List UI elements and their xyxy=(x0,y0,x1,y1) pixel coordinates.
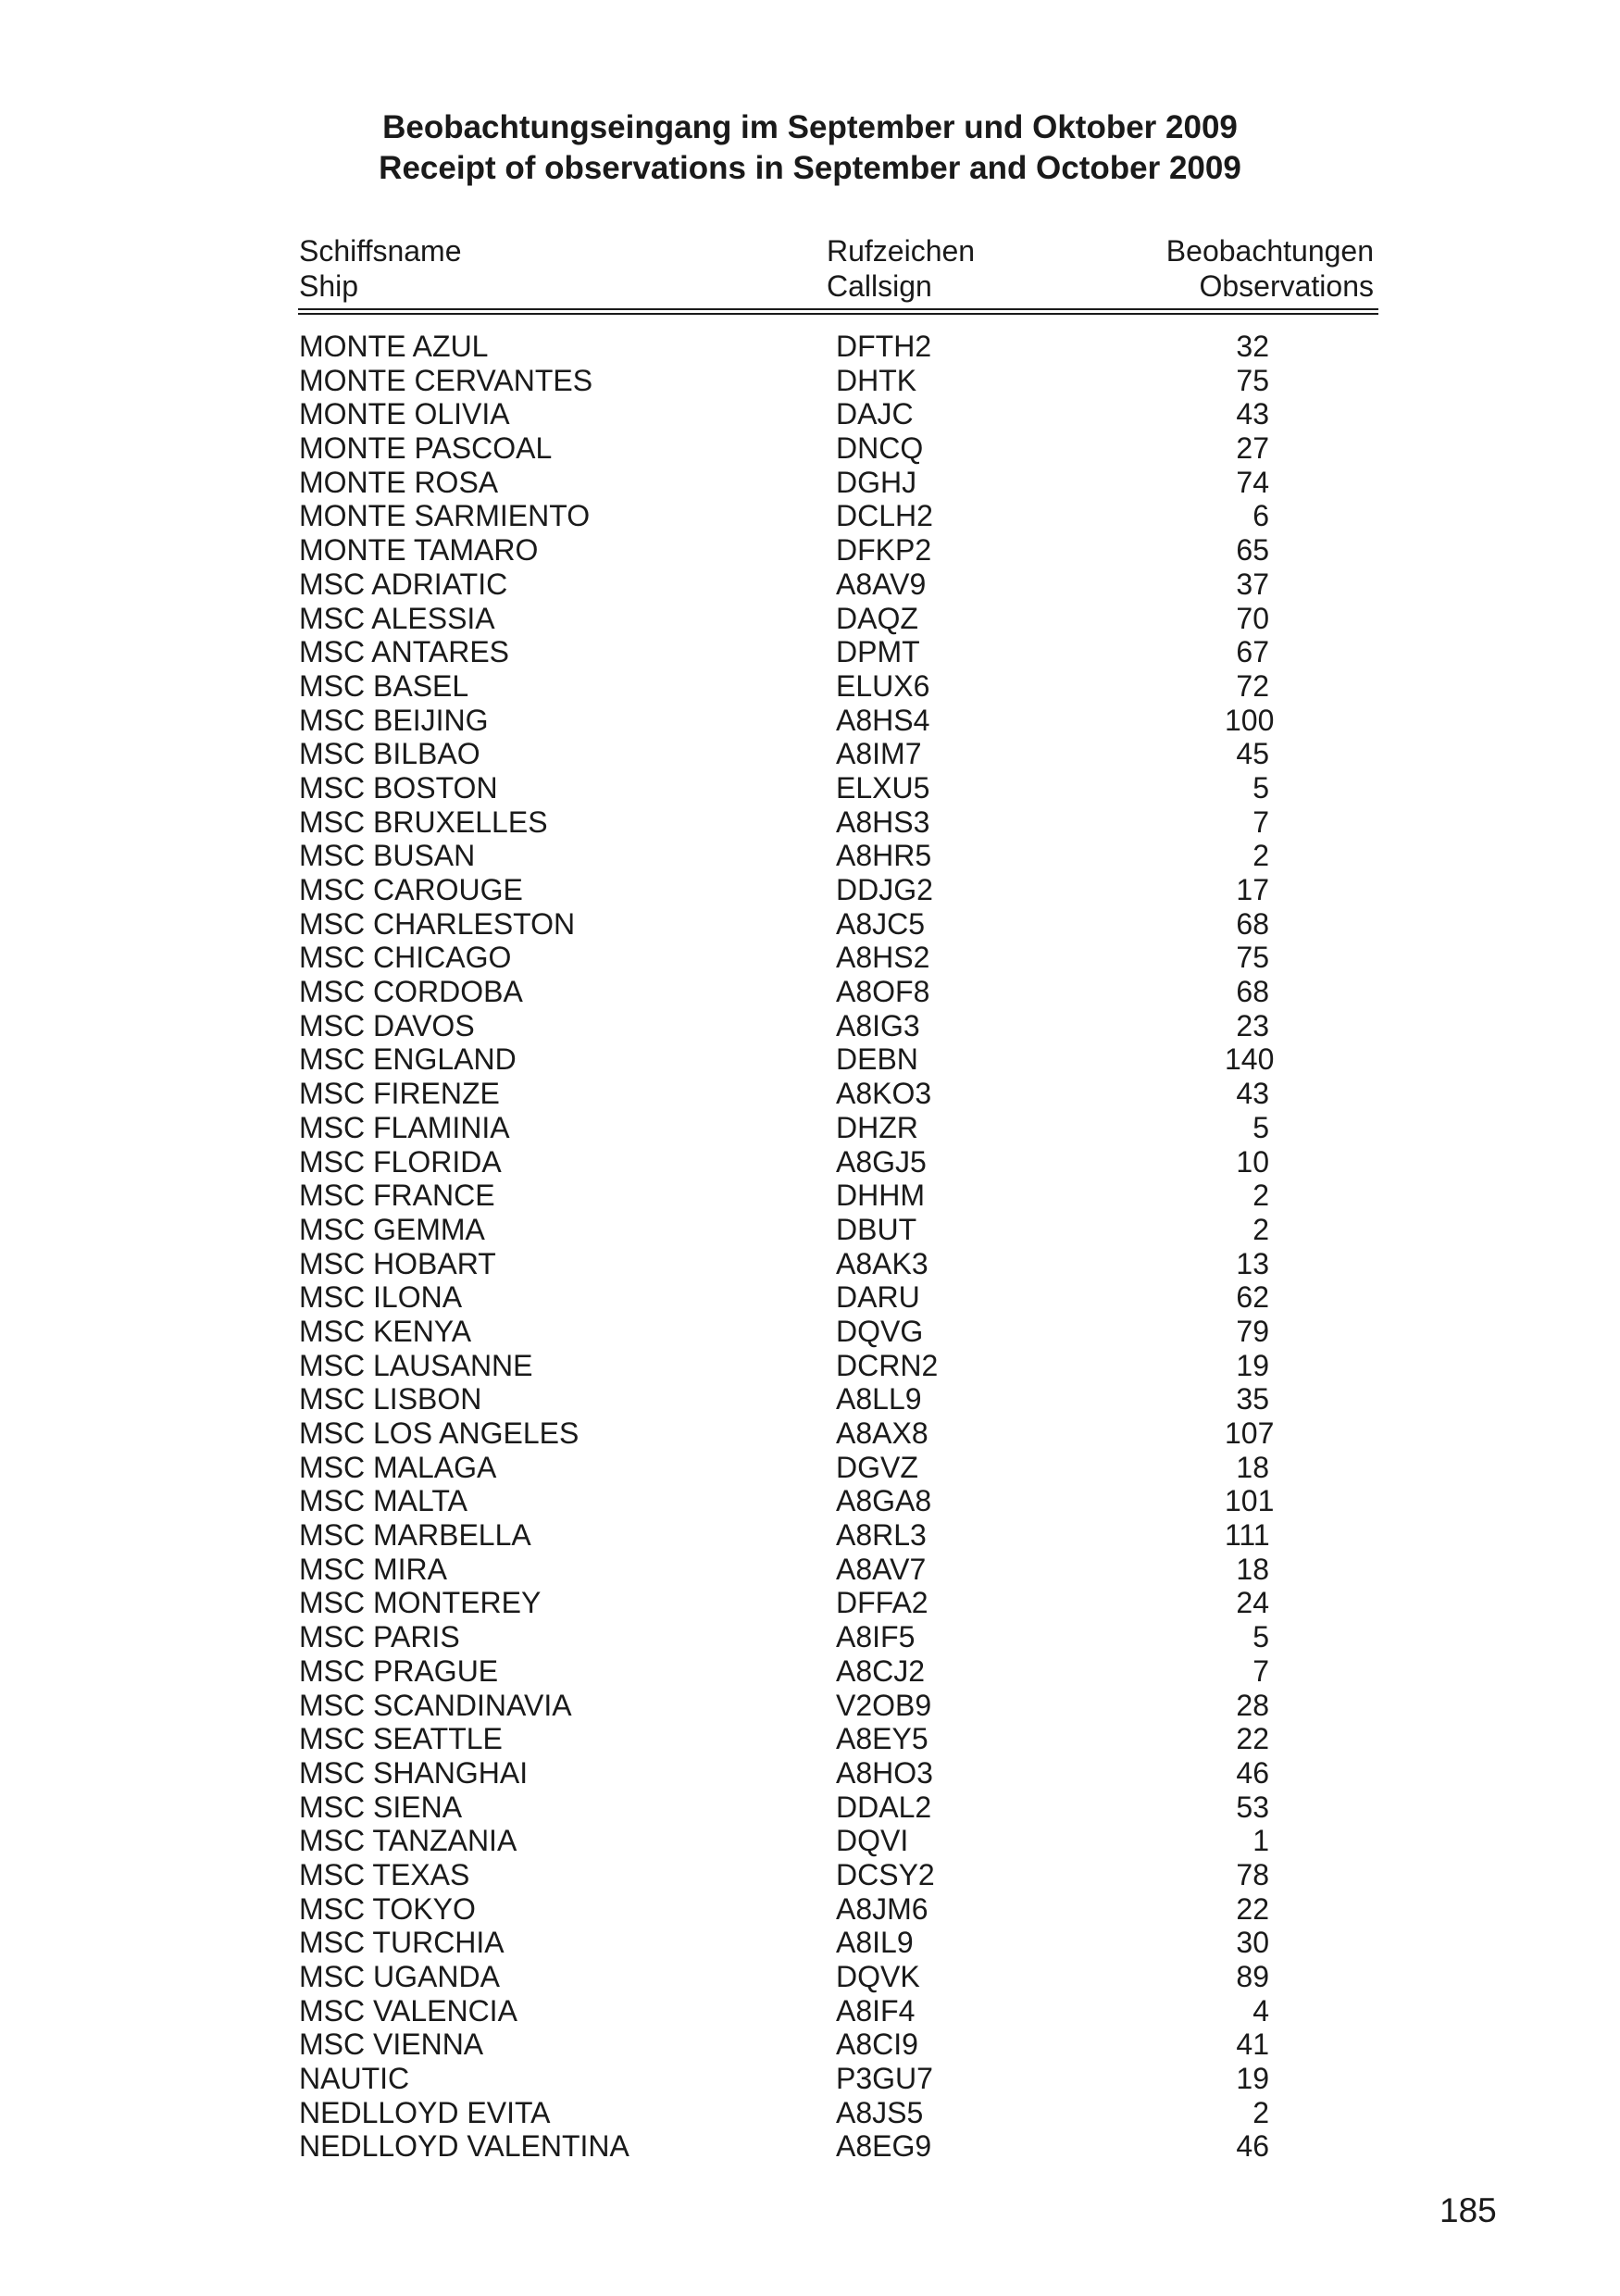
ship-name-cell: MSC LAUSANNE xyxy=(299,1348,533,1382)
table-row xyxy=(299,703,1275,738)
table-row xyxy=(299,1382,1271,1416)
observations-cell: 22 xyxy=(1236,1891,1269,1926)
table-row xyxy=(299,2096,1271,2130)
table-row xyxy=(299,1518,1271,1553)
table-row xyxy=(299,2028,1271,2062)
callsign-cell: DHHM xyxy=(836,1179,925,1213)
observations-cell: 53 xyxy=(1236,1790,1269,1824)
observations-cell: 7 xyxy=(1252,1653,1269,1688)
callsign-cell: DGHJ xyxy=(836,465,917,499)
table-row xyxy=(299,1689,1271,1723)
observations-cell: 43 xyxy=(1236,1077,1269,1111)
ship-name-cell: MSC CORDOBA xyxy=(299,975,523,1009)
callsign-cell: A8AK3 xyxy=(836,1246,928,1280)
ship-name-cell: MONTE OLIVIA xyxy=(299,397,510,431)
ship-name-cell: MSC BUSAN xyxy=(299,839,476,873)
table-row xyxy=(299,2129,1271,2164)
ship-name-cell: MSC ENGLAND xyxy=(299,1042,517,1077)
observations-cell: 5 xyxy=(1252,770,1269,805)
ship-name-cell: MSC ALESSIA xyxy=(299,601,495,635)
ship-name-cell: MSC CAROUGE xyxy=(299,873,523,906)
table-header xyxy=(299,233,1377,313)
callsign-cell: A8AX8 xyxy=(836,1416,928,1450)
callsign-cell: DDJG2 xyxy=(836,873,933,906)
observations-cell: 70 xyxy=(1236,601,1269,635)
ship-name-cell: MSC SCANDINAVIA xyxy=(299,1688,572,1722)
table-row xyxy=(299,533,1271,568)
ship-name-cell: MSC MARBELLA xyxy=(299,1518,531,1553)
table-row xyxy=(299,1926,1271,1960)
callsign-cell: DEBN xyxy=(836,1042,918,1077)
table-row xyxy=(299,602,1271,636)
observations-cell: 46 xyxy=(1236,1755,1269,1790)
table-row xyxy=(299,1416,1275,1451)
callsign-cell: DCRN2 xyxy=(836,1348,939,1382)
table-row xyxy=(299,907,1271,942)
table-row xyxy=(299,1315,1271,1349)
callsign-cell: A8LL9 xyxy=(836,1382,922,1416)
table-row xyxy=(299,941,1271,975)
observations-cell: 68 xyxy=(1236,975,1269,1009)
ship-name-cell: MONTE SARMIENTO xyxy=(299,499,591,533)
callsign-cell: A8GA8 xyxy=(836,1484,932,1518)
ship-name-cell: MONTE ROSA xyxy=(299,465,499,499)
table-row xyxy=(299,839,1271,873)
callsign-cell: V2OB9 xyxy=(836,1688,932,1722)
table-row xyxy=(299,1654,1271,1689)
ship-name-cell: MSC ANTARES xyxy=(299,635,509,669)
callsign-cell: DGVZ xyxy=(836,1450,918,1484)
ship-name-cell: MONTE PASCOAL xyxy=(299,431,553,466)
observations-cell: 10 xyxy=(1236,1144,1269,1179)
observations-cell: 19 xyxy=(1236,1348,1269,1382)
callsign-cell: DQVI xyxy=(836,1824,909,1858)
table-row xyxy=(299,1111,1271,1145)
ship-name-cell: MSC BILBAO xyxy=(299,737,480,771)
observations-cell: 107 xyxy=(1225,1416,1275,1450)
table-row xyxy=(299,499,1271,533)
header-rule-top xyxy=(298,308,1378,310)
callsign-cell: A8EY5 xyxy=(836,1722,928,1756)
ship-name-cell: MSC FIRENZE xyxy=(299,1077,500,1111)
table-row xyxy=(299,1280,1271,1315)
table-row xyxy=(299,1009,1271,1043)
observations-cell: 23 xyxy=(1236,1008,1269,1042)
callsign-cell: A8IL9 xyxy=(836,1926,914,1960)
observations-cell: 5 xyxy=(1252,1620,1269,1654)
table-row xyxy=(299,1247,1271,1281)
observations-cell: 30 xyxy=(1236,1926,1269,1960)
callsign-cell: DPMT xyxy=(836,635,920,669)
callsign-cell: DQVG xyxy=(836,1314,924,1348)
table-row xyxy=(299,1349,1271,1383)
ship-name-cell: MSC CHICAGO xyxy=(299,941,512,975)
table-row xyxy=(299,1791,1271,1825)
column-header-observations xyxy=(1166,233,1374,304)
observations-cell: 2 xyxy=(1252,839,1269,873)
callsign-cell: DBUT xyxy=(836,1212,917,1246)
observations-cell: 46 xyxy=(1236,2129,1269,2164)
callsign-cell: DAQZ xyxy=(836,601,918,635)
table-row xyxy=(299,1145,1271,1179)
column-header-callsign-de: Rufzeichen xyxy=(827,234,976,268)
ship-name-cell: MSC PARIS xyxy=(299,1620,460,1654)
observations-cell: 140 xyxy=(1225,1042,1275,1077)
callsign-cell: A8KO3 xyxy=(836,1077,932,1111)
column-header-ship-en: Ship xyxy=(299,269,359,303)
table-row xyxy=(299,364,1271,398)
column-header-observations-en: Observations xyxy=(1199,269,1374,303)
ship-name-cell: MSC VALENCIA xyxy=(299,1993,517,2028)
ship-name-cell: MSC KENYA xyxy=(299,1314,472,1348)
table-row xyxy=(299,771,1271,805)
table-row xyxy=(299,805,1271,840)
ship-name-cell: NAUTIC xyxy=(299,2062,410,2096)
observations-cell: 89 xyxy=(1236,1960,1269,1993)
column-header-ship xyxy=(299,233,462,304)
ship-name-cell: MSC UGANDA xyxy=(299,1960,500,1993)
observations-cell: 111 xyxy=(1225,1518,1270,1553)
observations-cell: 4 xyxy=(1252,1993,1269,2028)
table-row xyxy=(299,873,1271,907)
table-row xyxy=(299,975,1271,1009)
callsign-cell: A8RL3 xyxy=(836,1518,927,1553)
ship-name-cell: MSC FLAMINIA xyxy=(299,1110,510,1144)
page-title-german: Beobachtungseingang im September und Oktober 2009 xyxy=(382,109,1238,145)
observations-cell: 37 xyxy=(1236,567,1269,601)
observations-cell: 72 xyxy=(1236,668,1269,703)
table-row xyxy=(299,635,1271,669)
callsign-cell: A8CI9 xyxy=(836,2028,918,2062)
observations-cell: 2 xyxy=(1252,1212,1269,1246)
observations-cell: 18 xyxy=(1236,1552,1269,1586)
observations-cell: 75 xyxy=(1236,363,1269,397)
table-row xyxy=(299,1213,1271,1247)
callsign-cell: A8HS3 xyxy=(836,805,930,839)
observations-cell: 24 xyxy=(1236,1586,1269,1620)
observations-cell: 100 xyxy=(1225,703,1275,737)
ship-name-cell: MSC BRUXELLES xyxy=(299,805,548,839)
table-row xyxy=(299,737,1271,771)
ship-name-cell: MSC ADRIATIC xyxy=(299,567,508,601)
observations-cell: 19 xyxy=(1236,2062,1269,2096)
ship-name-cell: MSC FRANCE xyxy=(299,1179,495,1213)
ship-name-cell: MSC MALAGA xyxy=(299,1450,497,1484)
table-row xyxy=(299,568,1271,602)
ship-name-cell: MSC BOSTON xyxy=(299,770,498,805)
page-title-english: Receipt of observations in September and October 2009 xyxy=(379,150,1241,186)
observations-cell: 45 xyxy=(1236,737,1269,771)
table-row xyxy=(299,466,1271,500)
ship-name-cell: MSC MALTA xyxy=(299,1484,467,1518)
callsign-cell: A8HS4 xyxy=(836,703,930,737)
table-row xyxy=(299,431,1271,466)
ship-name-cell: MSC TEXAS xyxy=(299,1857,470,1891)
table-row xyxy=(299,1960,1271,1994)
ship-name-cell: MSC VIENNA xyxy=(299,2028,484,2062)
observations-cell: 7 xyxy=(1252,805,1269,839)
callsign-cell: DHZR xyxy=(836,1110,918,1144)
table-row xyxy=(299,1892,1271,1927)
callsign-cell: A8JC5 xyxy=(836,906,926,941)
ship-name-cell: MSC CHARLESTON xyxy=(299,906,576,941)
callsign-cell: DHTK xyxy=(836,363,917,397)
callsign-cell: DNCQ xyxy=(836,431,924,466)
callsign-cell: A8AV7 xyxy=(836,1552,927,1586)
callsign-cell: DFKP2 xyxy=(836,533,932,568)
column-header-ship-de: Schiffsname xyxy=(299,234,462,268)
callsign-cell: DCLH2 xyxy=(836,499,933,533)
ship-name-cell: MSC TANZANIA xyxy=(299,1824,517,1858)
table-row xyxy=(299,1620,1271,1654)
observations-cell: 67 xyxy=(1236,635,1269,669)
column-header-callsign xyxy=(827,233,975,304)
ship-name-cell: MSC SHANGHAI xyxy=(299,1755,529,1790)
callsign-cell: A8IF4 xyxy=(836,1993,916,2028)
ship-name-cell: NEDLLOYD EVITA xyxy=(299,2095,551,2129)
table-row xyxy=(299,1858,1271,1892)
observations-cell: 2 xyxy=(1252,2095,1269,2129)
callsign-cell: DARU xyxy=(836,1280,920,1315)
ship-name-cell: NEDLLOYD VALENTINA xyxy=(299,2129,629,2164)
callsign-cell: P3GU7 xyxy=(836,2062,933,2096)
ship-name-cell: MSC GEMMA xyxy=(299,1212,485,1246)
observations-cell: 32 xyxy=(1236,330,1269,363)
observations-cell: 62 xyxy=(1236,1280,1269,1315)
callsign-cell: DFTH2 xyxy=(836,330,932,363)
ship-name-cell: MONTE TAMARO xyxy=(299,533,539,568)
ship-name-cell: MSC HOBART xyxy=(299,1246,496,1280)
callsign-cell: A8IG3 xyxy=(836,1008,920,1042)
ship-name-cell: MSC PRAGUE xyxy=(299,1653,499,1688)
header-rule-bottom xyxy=(298,313,1378,315)
observations-cell: 43 xyxy=(1236,397,1269,431)
column-header-observations-de: Beobachtungen xyxy=(1165,234,1374,268)
callsign-cell: A8HO3 xyxy=(836,1755,933,1790)
ship-name-cell: MSC TOKYO xyxy=(299,1891,476,1926)
ship-name-cell: MSC DAVOS xyxy=(299,1008,475,1042)
callsign-cell: A8AV9 xyxy=(836,567,927,601)
callsign-cell: A8JS5 xyxy=(836,2095,924,2129)
callsign-cell: A8OF8 xyxy=(836,975,930,1009)
observations-cell: 1 xyxy=(1252,1824,1269,1858)
table-row xyxy=(299,2062,1271,2096)
table-row xyxy=(299,330,1271,364)
observations-cell: 6 xyxy=(1252,499,1269,533)
observations-cell: 28 xyxy=(1236,1688,1269,1722)
callsign-cell: A8IF5 xyxy=(836,1620,916,1654)
ship-name-cell: MSC FLORIDA xyxy=(299,1144,502,1179)
ship-name-cell: MSC BEIJING xyxy=(299,703,489,737)
observations-cell: 65 xyxy=(1236,533,1269,568)
observations-cell: 2 xyxy=(1252,1179,1269,1213)
observations-cell: 35 xyxy=(1236,1382,1269,1416)
table-row xyxy=(299,1722,1271,1756)
table-row xyxy=(299,1553,1271,1587)
ship-name-cell: MSC SIENA xyxy=(299,1790,463,1824)
table-row xyxy=(299,1451,1271,1485)
table-row xyxy=(299,669,1271,704)
column-header-callsign-en: Callsign xyxy=(827,269,932,303)
observations-cell: 75 xyxy=(1236,941,1269,975)
observations-cell: 22 xyxy=(1236,1722,1269,1756)
ship-name-cell: MSC LISBON xyxy=(299,1382,482,1416)
ship-name-cell: MSC SEATTLE xyxy=(299,1722,503,1756)
callsign-cell: A8CJ2 xyxy=(836,1653,926,1688)
observations-cell: 68 xyxy=(1236,906,1269,941)
observations-cell: 13 xyxy=(1236,1246,1269,1280)
table-row xyxy=(299,1586,1271,1620)
callsign-cell: A8EG9 xyxy=(836,2129,932,2164)
table-row xyxy=(299,1756,1271,1791)
callsign-cell: A8HR5 xyxy=(836,839,932,873)
ship-name-cell: MSC MONTEREY xyxy=(299,1586,542,1620)
callsign-cell: DAJC xyxy=(836,397,914,431)
callsign-cell: A8HS2 xyxy=(836,941,930,975)
table-row xyxy=(299,1077,1271,1111)
callsign-cell: DDAL2 xyxy=(836,1790,932,1824)
ship-name-cell: MONTE CERVANTES xyxy=(299,363,593,397)
callsign-cell: DCSY2 xyxy=(836,1857,935,1891)
callsign-cell: DFFA2 xyxy=(836,1586,928,1620)
callsign-cell: A8IM7 xyxy=(836,737,922,771)
observations-table xyxy=(299,330,1275,2164)
page-number: 185 xyxy=(1439,2191,1497,2229)
table-row xyxy=(299,1179,1271,1213)
ship-name-cell: MSC BASEL xyxy=(299,668,469,703)
table-row xyxy=(299,397,1271,431)
ship-name-cell: MONTE AZUL xyxy=(299,330,489,363)
ship-name-cell: MSC TURCHIA xyxy=(299,1926,505,1960)
observations-cell: 5 xyxy=(1252,1110,1269,1144)
callsign-cell: DQVK xyxy=(836,1960,920,1993)
table-row xyxy=(299,1824,1271,1858)
observations-cell: 18 xyxy=(1236,1450,1269,1484)
table-row xyxy=(299,1484,1275,1518)
observations-cell: 74 xyxy=(1236,465,1269,499)
table-row xyxy=(299,1042,1275,1077)
observations-cell: 78 xyxy=(1236,1857,1269,1891)
ship-name-cell: MSC ILONA xyxy=(299,1280,463,1315)
table-row xyxy=(299,1994,1271,2028)
ship-name-cell: MSC LOS ANGELES xyxy=(299,1416,579,1450)
observations-cell: 79 xyxy=(1236,1314,1269,1348)
observations-cell: 41 xyxy=(1236,2028,1269,2062)
callsign-cell: ELUX6 xyxy=(836,668,930,703)
observations-cell: 27 xyxy=(1236,431,1269,466)
ship-name-cell: MSC MIRA xyxy=(299,1552,447,1586)
callsign-cell: A8GJ5 xyxy=(836,1144,927,1179)
observations-cell: 101 xyxy=(1225,1484,1275,1518)
callsign-cell: A8JM6 xyxy=(836,1891,928,1926)
observations-cell: 17 xyxy=(1236,873,1269,906)
callsign-cell: ELXU5 xyxy=(836,770,930,805)
